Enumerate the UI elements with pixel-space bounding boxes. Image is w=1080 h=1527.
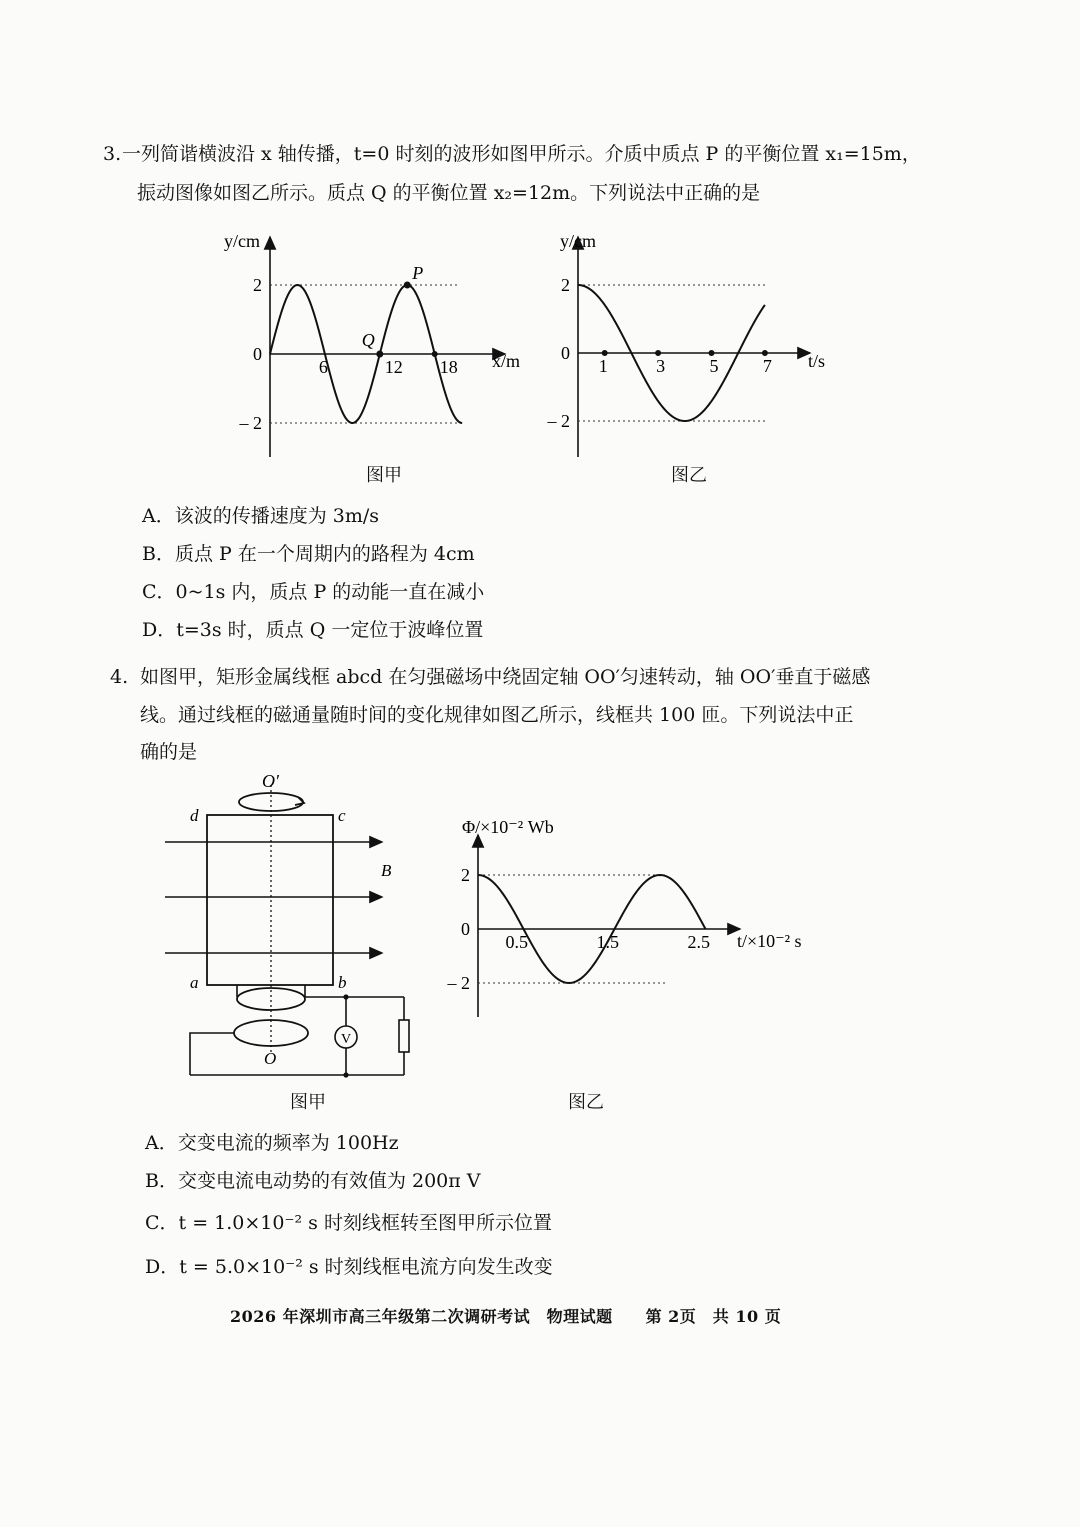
q4-option-a: A．交变电流的频率为 100Hz: [145, 1132, 399, 1154]
x-tick-label: 7: [762, 356, 772, 376]
y-tick-label: 0: [461, 919, 470, 939]
x-axis-label: t/s: [808, 351, 826, 371]
q3-fig1-caption: 图甲: [366, 465, 402, 486]
q3-option-b: B．质点 P 在一个周期内的路程为 4cm: [142, 543, 475, 565]
x-axis-label: t/×10⁻² s: [737, 931, 802, 951]
x-tick-label: 12: [384, 357, 403, 377]
q4-flux-graph: [440, 805, 830, 1030]
label-d: d: [190, 806, 199, 825]
zero-crossing-dot: [602, 350, 608, 356]
q4-generator-diagram: [150, 771, 430, 1085]
resistor: [399, 1020, 409, 1052]
q4-option-b: B．交变电流电动势的有效值为 200π V: [145, 1170, 481, 1192]
q3-stem-line2: 振动图像如图乙所示。质点 Q 的平衡位置 x₂=12m。下列说法中正确的是: [137, 182, 761, 204]
q3-fig2-caption: 图乙: [671, 465, 707, 486]
q4-fig1-caption: 图甲: [290, 1092, 326, 1113]
x-tick-label: 1: [598, 356, 608, 376]
q4-stem-line1: 如图甲，矩形金属线框 abcd 在匀强磁场中绕固定轴 OO′匀速转动，轴 OO′垂直于磁感: [140, 666, 871, 688]
y-tick-label: – 2: [447, 973, 470, 993]
label-a: a: [190, 973, 199, 992]
label-o: O: [264, 1049, 277, 1068]
q3-option-d: D．t=3s 时，质点 Q 一定位于波峰位置: [142, 619, 484, 641]
label-b: b: [338, 973, 347, 992]
q3-option-c: C．0~1s 内，质点 P 的动能一直在减小: [142, 581, 485, 603]
y-tick-label: 0: [253, 344, 262, 364]
zero-crossing-dot: [709, 350, 715, 356]
point-p: [404, 282, 411, 289]
x-axis-label: x/m: [492, 351, 521, 371]
x-tick-label: 5: [709, 356, 719, 376]
y-tick-label: 2: [461, 865, 470, 885]
q3-number: 3.: [103, 143, 122, 165]
label-c: c: [338, 806, 346, 825]
coil-frame: [207, 815, 333, 985]
label-field-b: B: [381, 861, 392, 880]
q4-stem-line3: 确的是: [140, 741, 198, 763]
x-tick-label: 1.5: [596, 932, 619, 952]
y-tick-label: 2: [561, 275, 570, 295]
x-tick-label: 3: [656, 356, 666, 376]
q4-number: 4.: [110, 666, 129, 688]
y-tick-label: 2: [253, 275, 262, 295]
x-tick-label: 2.5: [687, 932, 710, 952]
zero-crossing-dot: [432, 351, 438, 357]
point-p-label: P: [412, 263, 424, 283]
q3-vibration-graph: [540, 225, 840, 465]
voltmeter-label: V: [340, 1032, 352, 1047]
y-tick-label: – 2: [547, 411, 570, 431]
page-footer: 2026 年深圳市高三年级第二次调研考试 物理试题 第 2页 共 10 页: [230, 1307, 782, 1326]
y-tick-label: 0: [561, 343, 570, 363]
q4-option-c: C．t = 1.0×10⁻² s 时刻线框转至图甲所示位置: [145, 1212, 552, 1234]
y-axis-label: Φ/×10⁻² Wb: [462, 817, 554, 837]
y-axis-label: y/cm: [224, 231, 260, 251]
zero-crossing-dot: [655, 350, 661, 356]
x-tick-label: 6: [318, 357, 328, 377]
q4-stem-line2: 线。通过线框的磁通量随时间的变化规律如图乙所示，线框共 100 匝。下列说法中正: [140, 704, 854, 726]
x-tick-label: 18: [439, 357, 458, 377]
point-q: [376, 351, 383, 358]
q3-option-a: A．该波的传播速度为 3m/s: [142, 505, 380, 527]
y-axis-label: y/cm: [560, 231, 596, 251]
point-q-label: Q: [361, 330, 375, 350]
q3-wave-graph: [224, 225, 540, 465]
label-o-prime: O′: [262, 771, 279, 791]
x-tick-label: 0.5: [505, 932, 528, 952]
slip-ring-lower: [234, 1020, 308, 1046]
zero-crossing-dot: [762, 350, 768, 356]
q4-fig2-caption: 图乙: [568, 1092, 604, 1113]
y-tick-label: – 2: [239, 413, 262, 433]
q4-option-d: D．t = 5.0×10⁻² s 时刻线框电流方向发生改变: [145, 1256, 553, 1278]
q3-stem-line1: 一列简谐横波沿 x 轴传播，t=0 时刻的波形如图甲所示。介质中质点 P 的平衡位置 x₁=15m，: [122, 143, 921, 165]
